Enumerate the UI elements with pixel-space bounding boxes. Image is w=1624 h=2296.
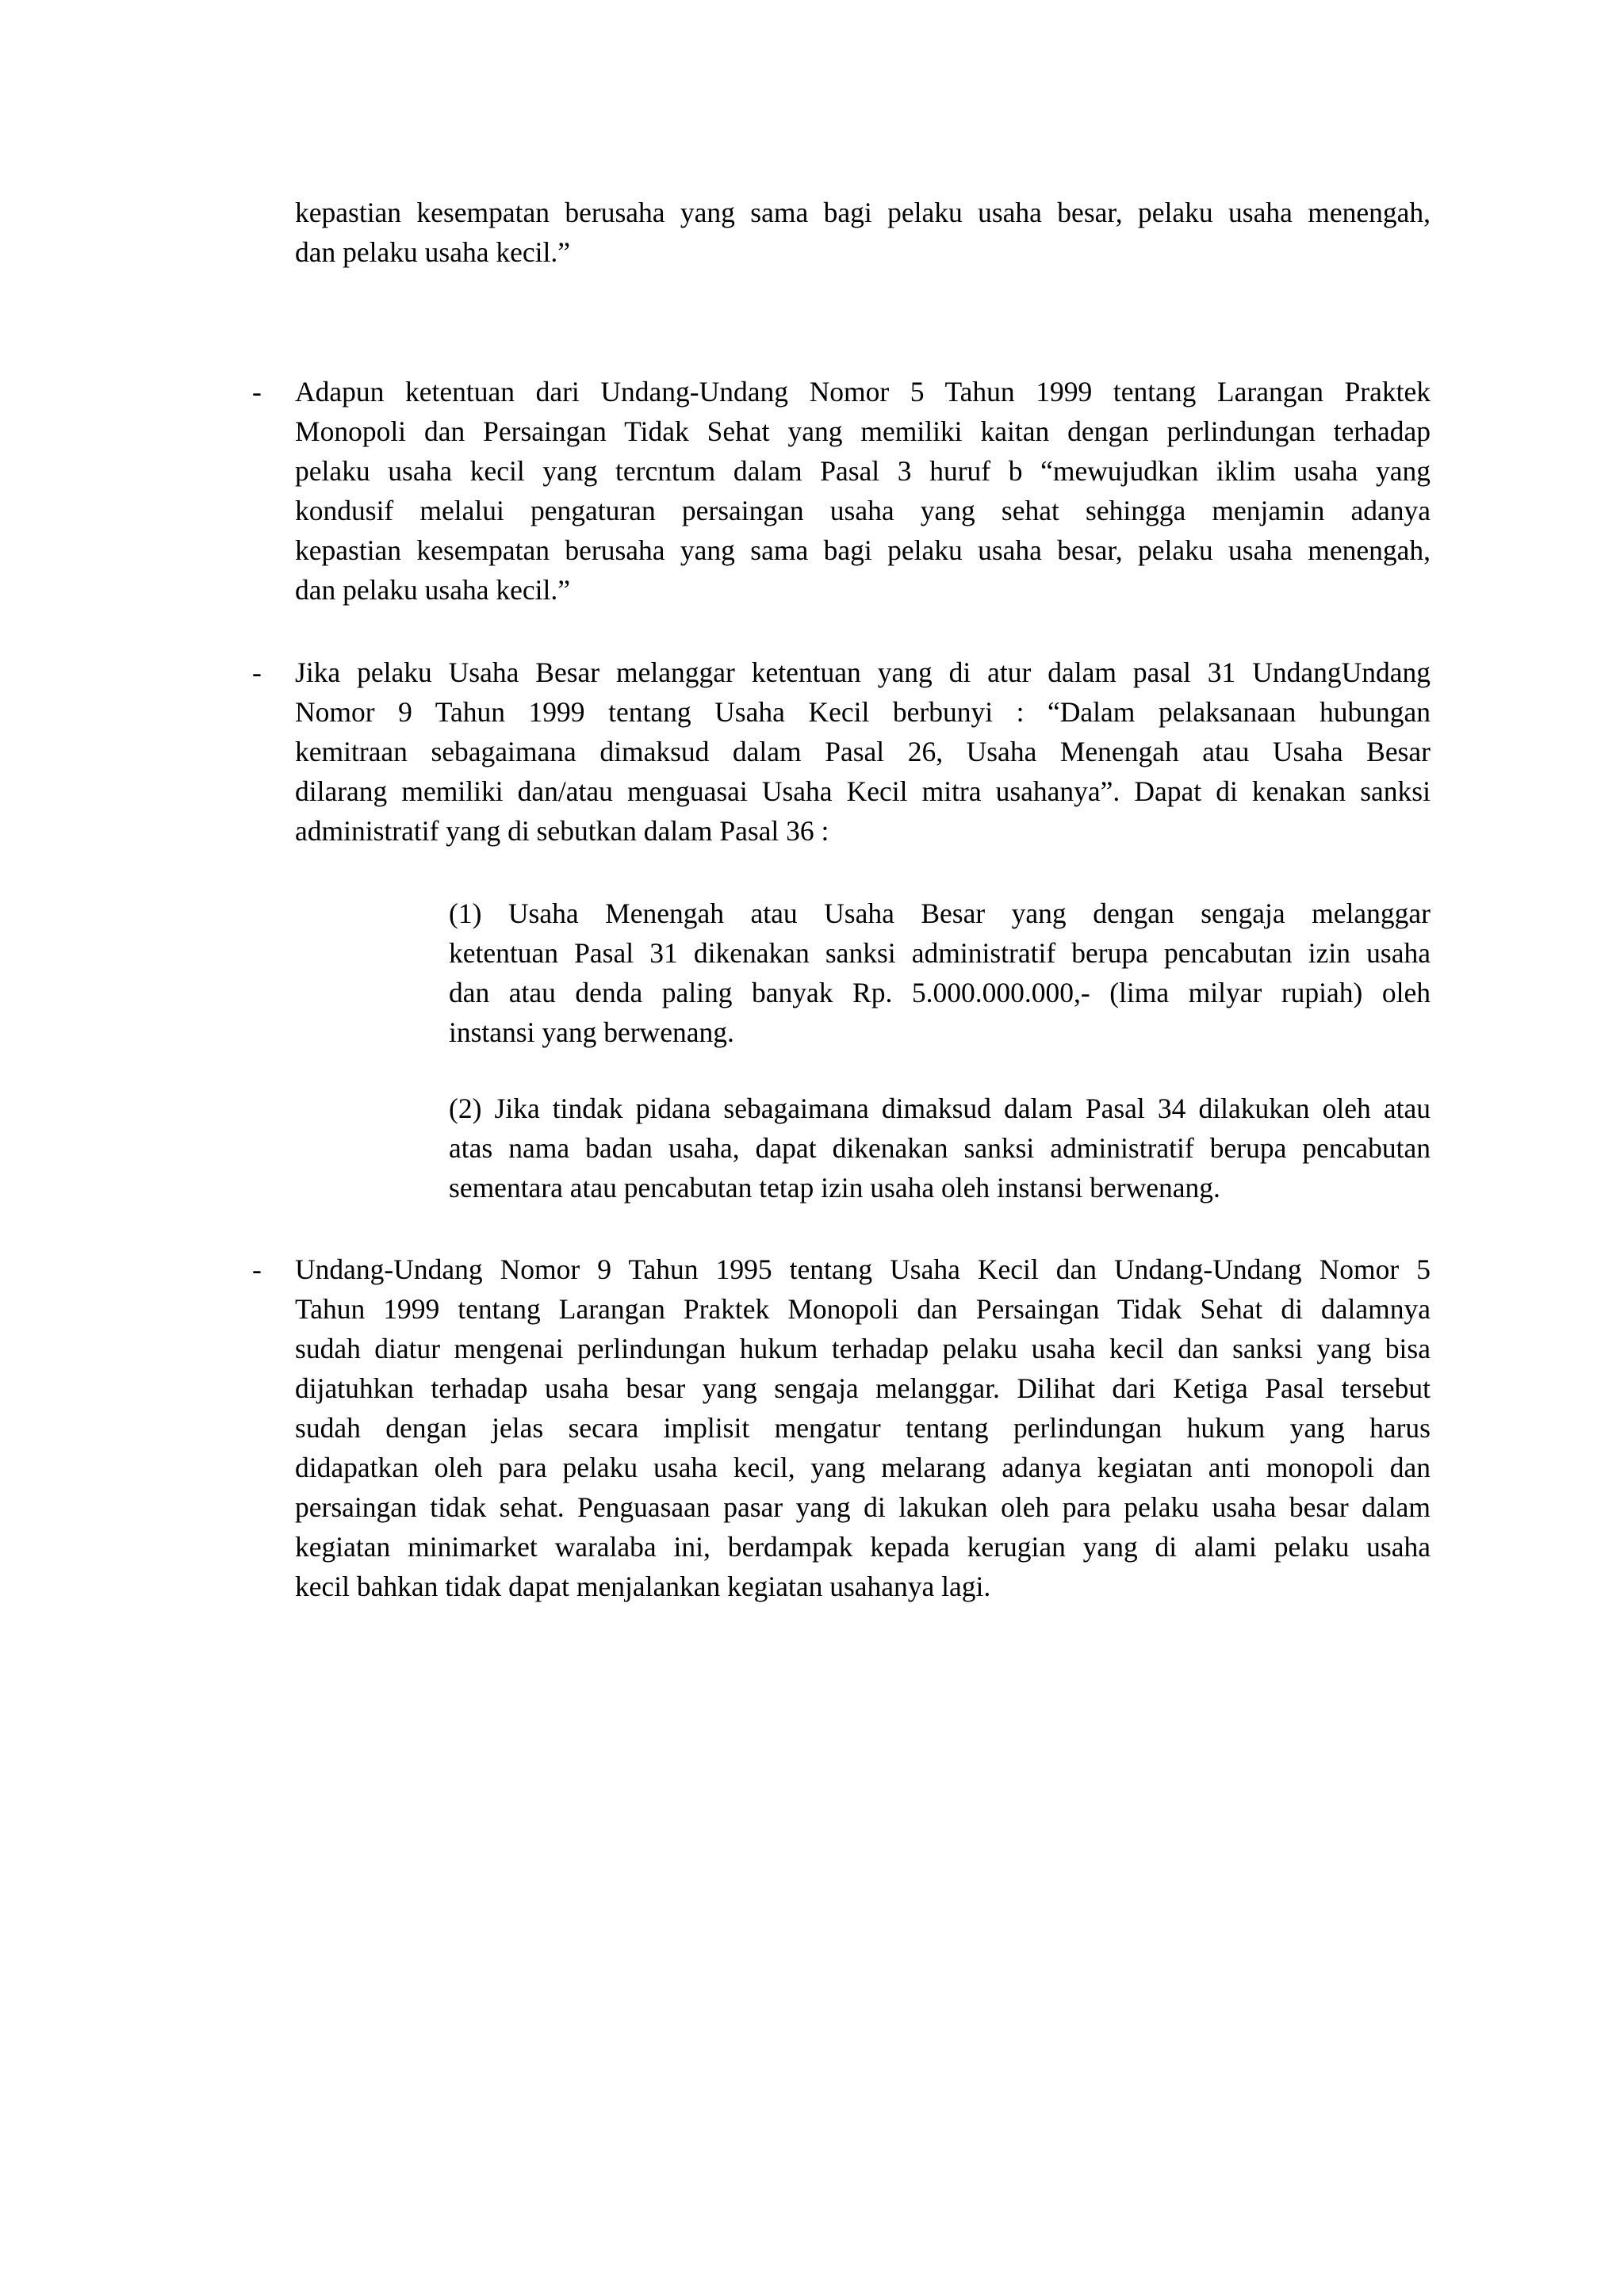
- paragraph-line: pelaku usaha kecil yang tercntum dalam Pasal 3 huruf b “mewujudkan iklim usaha yang: [295, 455, 1431, 487]
- paragraph-line: instansi yang berwenang.: [449, 1016, 734, 1048]
- paragraph-line: sementara atau pencabutan tetap izin usaha oleh instansi berwenang.: [449, 1172, 1220, 1203]
- paragraph-line: Jika pelaku Usaha Besar melanggar ketentuan yang di atur dalam pasal 31 UndangUndang: [295, 656, 1431, 688]
- paragraph-line: kondusif melalui pengaturan persaingan usaha yang sehat sehingga menjamin adanya: [295, 495, 1431, 526]
- list-bullet: -: [252, 376, 262, 408]
- list-bullet: -: [252, 656, 262, 688]
- paragraph-line: dan pelaku usaha kecil.”: [295, 236, 570, 268]
- paragraph-line: kepastian kesempatan berusaha yang sama bagi pelaku usaha besar, pelaku usaha menengah,: [295, 534, 1431, 566]
- paragraph-line: persaingan tidak sehat. Penguasaan pasar yang di lakukan oleh para pelaku usaha besar dalam: [295, 1491, 1431, 1523]
- list-item-paragraph: [295, 652, 1431, 851]
- sanction-clause-2: [449, 1089, 1431, 1207]
- paragraph-line: dilarang memiliki dan/atau menguasai Usaha Kecil mitra usahanya”. Dapat di kenakan sanksi: [295, 775, 1431, 807]
- paragraph-line: sudah dengan jelas secara implisit mengatur tentang perlindungan hukum yang harus: [295, 1412, 1431, 1444]
- paragraph-line: ketentuan Pasal 31 dikenakan sanksi administratif berupa pencabutan izin usaha: [449, 937, 1431, 969]
- paragraph-line: Undang-Undang Nomor 9 Tahun 1995 tentang Usaha Kecil dan Undang-Undang Nomor 5: [295, 1253, 1431, 1285]
- paragraph-line: dijatuhkan terhadap usaha besar yang sengaja melanggar. Dilihat dari Ketiga Pasal tersebut: [295, 1372, 1431, 1404]
- sanction-clause-1: [449, 894, 1431, 1052]
- list-item-paragraph: [295, 1249, 1431, 1606]
- paragraph-line: (1) Usaha Menengah atau Usaha Besar yang dengan sengaja melanggar: [449, 897, 1431, 929]
- paragraph-line: kepastian kesempatan berusaha yang sama bagi pelaku usaha besar, pelaku usaha menengah,: [295, 197, 1431, 228]
- paragraph-line: administratif yang di sebutkan dalam Pasal 36 :: [295, 815, 829, 847]
- paragraph-line: Tahun 1999 tentang Larangan Praktek Monopoli dan Persaingan Tidak Sehat di dalamnya: [295, 1293, 1431, 1325]
- paragraph-line: kemitraan sebagaimana dimaksud dalam Pasal 26, Usaha Menengah atau Usaha Besar: [295, 736, 1431, 767]
- paragraph-line: kegiatan minimarket waralaba ini, berdampak kepada kerugian yang di alami pelaku usaha: [295, 1531, 1431, 1563]
- continuation-paragraph: [295, 193, 1431, 272]
- list-item-paragraph: [295, 372, 1431, 610]
- paragraph-line: didapatkan oleh para pelaku usaha kecil, yang melarang adanya kegiatan anti monopoli dan: [295, 1452, 1431, 1483]
- paragraph-line: dan pelaku usaha kecil.”: [295, 574, 570, 606]
- list-bullet: -: [252, 1253, 262, 1285]
- paragraph-line: Monopoli dan Persaingan Tidak Sehat yang memiliki kaitan dengan perlindungan terhadap: [295, 415, 1431, 447]
- paragraph-line: (2) Jika tindak pidana sebagaimana dimaksud dalam Pasal 34 dilakukan oleh atau: [449, 1093, 1431, 1124]
- paragraph-line: dan atau denda paling banyak Rp. 5.000.000.000,- (lima milyar rupiah) oleh: [449, 977, 1431, 1008]
- paragraph-line: kecil bahkan tidak dapat menjalankan kegiatan usahanya lagi.: [295, 1571, 991, 1602]
- paragraph-line: atas nama badan usaha, dapat dikenakan sanksi administratif berupa pencabutan: [449, 1132, 1431, 1164]
- paragraph-line: Nomor 9 Tahun 1999 tentang Usaha Kecil berbunyi : “Dalam pelaksanaan hubungan: [295, 696, 1431, 728]
- paragraph-line: sudah diatur mengenai perlindungan hukum terhadap pelaku usaha kecil dan sanksi yang bisa: [295, 1333, 1431, 1364]
- paragraph-line: Adapun ketentuan dari Undang-Undang Nomor 5 Tahun 1999 tentang Larangan Praktek: [295, 376, 1431, 408]
